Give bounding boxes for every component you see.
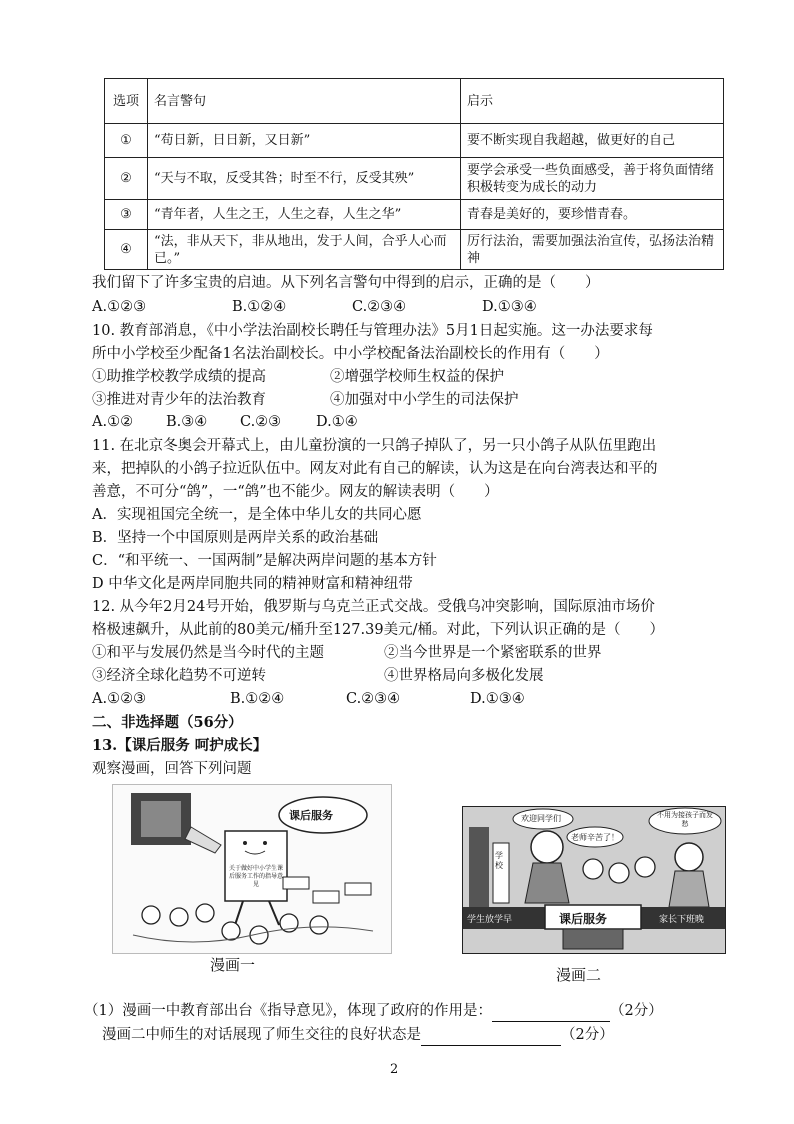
header-proverb: 名言警句: [148, 79, 461, 124]
table-row: [105, 124, 724, 158]
q12-items-row2: [92, 665, 544, 687]
table-cell: ③: [105, 200, 148, 230]
option-d[interactable]: D.①④: [316, 414, 358, 430]
q13-1-line1-text: （1）漫画一中教育部出台《指导意见》，体现了政府的作用是：: [84, 1003, 492, 1019]
comic1-caption: 漫画一: [210, 956, 256, 974]
q10-item-3: ③推进对青少年的法治教育: [92, 392, 266, 408]
table-header-row: [105, 79, 724, 124]
option-a[interactable]: A.①②③: [92, 691, 147, 707]
q13-1-line1: [84, 1000, 663, 1022]
q9-options: [92, 296, 537, 318]
option-b[interactable]: B.③④: [166, 414, 208, 430]
table-cell: ④: [105, 230, 148, 270]
q10-line1: 10. 教育部消息，《中小学法治副校长聘任与管理办法》5月1日起实施。这一办法要求每: [92, 323, 653, 339]
pedestal: [563, 929, 623, 949]
comic-one: [112, 784, 392, 954]
comic1-bubble-text: 课后服务: [289, 809, 333, 822]
step-sign: [345, 883, 371, 895]
children-group: [142, 904, 328, 944]
q12-item-3: ③经济全球化趋势不可逆转: [92, 668, 266, 684]
step-sign: [313, 891, 339, 903]
table-cell: ①: [105, 124, 148, 158]
q12-item-2: ②当今世界是一个紧密联系的世界: [384, 645, 602, 661]
option-c[interactable]: C.②③④: [346, 691, 401, 707]
option-c[interactable]: C.②③: [240, 414, 282, 430]
table-cell: 要不断实现自我超越，做更好的自己: [461, 124, 724, 158]
option-c[interactable]: C.②③④: [352, 299, 407, 315]
option-b[interactable]: B.①②④: [230, 691, 285, 707]
q10-item-2: ②增强学校师生权益的保护: [330, 369, 504, 385]
q13-1-line2-text: 漫画二中师生的对话展现了师生交往的良好状态是: [102, 1027, 421, 1043]
q11-line3: 善意，不可分“鸽”，一“鸽”也不能少。网友的解读表明（ ）: [92, 484, 499, 500]
comic2-bubble-left: 欢迎同学们: [521, 814, 561, 823]
doc-eye: [263, 841, 267, 845]
q9-stem: 我们留下了许多宝贵的启迪。从下列名言警句中得到的启示，正确的是（ ）: [92, 275, 600, 291]
option-a[interactable]: A.①②③: [92, 299, 147, 315]
q13-1-line2: [102, 1024, 614, 1046]
table-cell: ②: [105, 158, 148, 200]
q13-1-score1: （2分）: [609, 1003, 663, 1019]
q12-item-4: ④世界格局向多极化发展: [384, 668, 544, 684]
option-d[interactable]: D.①③④: [482, 299, 537, 315]
comic2-bubble-mid: 老师辛苦了！: [571, 833, 619, 842]
answer-blank-1[interactable]: [492, 1005, 610, 1022]
option-b[interactable]: B.①②④: [232, 299, 287, 315]
q12-line1: 12. 从今年2月24号开始，俄罗斯与乌克兰正式交战。受俄乌冲突影响，国际原油市场价: [92, 599, 655, 615]
q11-option-d[interactable]: D 中华文化是两岸同胞共同的精神财富和精神纽带: [92, 576, 413, 592]
proverbs-table: [104, 78, 724, 270]
table-cell: 青春是美好的，要珍惜青春。: [461, 200, 724, 230]
comic-two: [462, 806, 726, 954]
table-row: [105, 158, 724, 200]
q11-option-c[interactable]: C．“和平统一、一国两制”是解决两岸问题的基本方针: [92, 553, 437, 569]
teacher-head-right: [675, 843, 703, 871]
q10-line2: 所中小学校至少配备1名法治副校长。中小学校配备法治副校长的作用有（ ）: [92, 346, 609, 362]
q13-intro: 观察漫画，回答下列问题: [92, 761, 252, 777]
teacher-body: [525, 863, 569, 903]
answer-blank-2[interactable]: [421, 1029, 561, 1046]
step-sign: [283, 877, 309, 889]
table-cell: “天与不取，反受其咎；时至不行，反受其殃”: [148, 158, 461, 200]
doc-leg: [269, 901, 279, 925]
q13-title: 13.【课后服务 呵护成长】: [92, 737, 268, 754]
q11-option-b[interactable]: B．坚持一个中国原则是两岸关系的政治基础: [92, 530, 379, 546]
q13-1-score2: （2分）: [561, 1027, 614, 1043]
section-heading: 二、非选择题（56分）: [92, 714, 243, 731]
comic1-board-text: 关于做好中小学生课后服务工作的指导意见: [228, 865, 283, 888]
q12-line2: 格极速飙升，从此前的80美元/桶升至127.39美元/桶。对此，下列认识正确的是（ ）: [92, 622, 664, 638]
table-cell: “苟日新，日日新，又日新”: [148, 124, 461, 158]
hand-shape: [185, 827, 221, 853]
q10-item-1: ①助推学校教学成绩的提高: [92, 369, 266, 385]
comic2-side-label: 学校: [495, 851, 503, 870]
q12-items-row1: [92, 642, 602, 664]
doc-leg: [235, 901, 243, 925]
pillar-left: [469, 827, 489, 907]
option-a[interactable]: A.①②: [92, 414, 134, 430]
comic2-sign-right: 家长下班晚: [659, 915, 705, 925]
q12-options: [92, 688, 525, 710]
table-cell: 厉行法治，需要加强法治宣传，弘扬法治精神: [461, 230, 724, 270]
q11-line2: 来，把掉队的小鸽子拉近队伍中。网友对此有自己的解读，认为这是在向台湾表达和平的: [92, 461, 658, 477]
header-insight: 启示: [461, 79, 724, 124]
q10-options: [92, 411, 358, 433]
q10-item-4: ④加强对中小学生的司法保护: [330, 392, 519, 408]
building-window: [141, 801, 181, 837]
table-cell: 要学会承受一些负面感受，善于将负面情绪积极转变为成长的动力: [461, 158, 724, 200]
header-option: 选项: [105, 79, 148, 124]
q12-item-1: ①和平与发展仍然是当今时代的主题: [92, 645, 324, 661]
table-row: [105, 200, 724, 230]
q11-option-a[interactable]: A．实现祖国完全统一，是全体中华儿女的共同心愿: [92, 507, 422, 523]
option-d[interactable]: D.①③④: [470, 691, 525, 707]
teacher-body-right: [669, 871, 709, 907]
table-cell: “法，非从天下，非从地出，发于人间，合乎人心而已。”: [148, 230, 461, 270]
table-cell: “青年者，人生之王，人生之春，人生之华”: [148, 200, 461, 230]
table-row: [105, 230, 724, 270]
teacher-head: [531, 831, 563, 863]
q10-items-row1: [92, 366, 504, 388]
comic2-caption: 漫画二: [556, 966, 602, 984]
page-number: 2: [390, 1062, 399, 1077]
comic2-sign-left: 学生放学早: [467, 915, 513, 925]
q10-items-row2: [92, 389, 519, 411]
comic2-sign-center: 课后服务: [559, 912, 608, 926]
doc-eye: [243, 841, 247, 845]
comic2-bubble-right: 不用为接孩子而发愁: [657, 811, 713, 828]
q11-line1: 11. 在北京冬奥会开幕式上，由儿童扮演的一只鸽子掉队了，另一只小鸽子从队伍里跑出: [92, 438, 657, 454]
